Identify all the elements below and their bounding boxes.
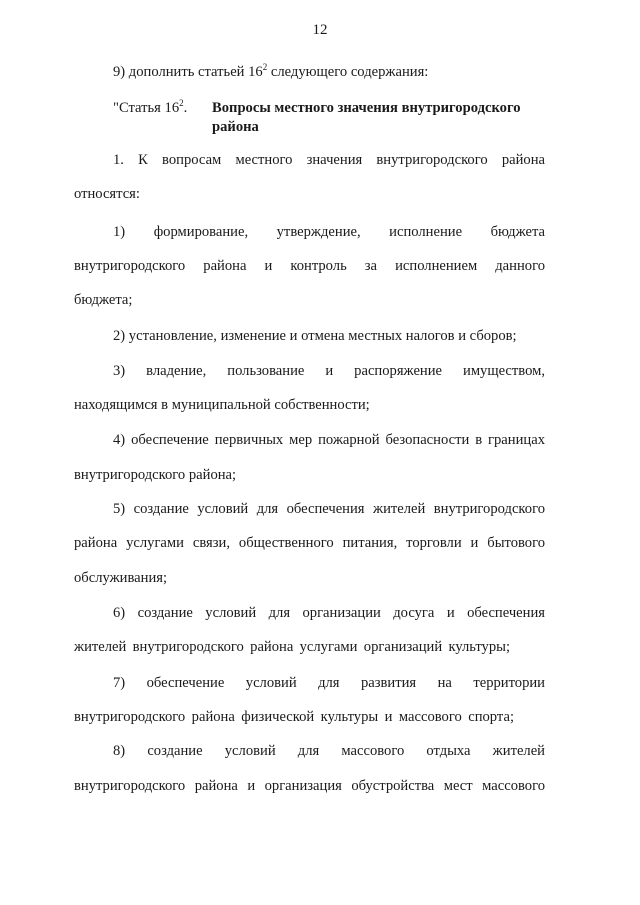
amendment-intro [113,64,428,81]
superscript: 2 [262,62,268,72]
paragraph-line: 1) формирование, утверждение, исполнение бюджета [113,224,545,240]
paragraph-line: 4) обеспечение первичных мер пожарной безопасности в границах [113,432,545,448]
article-label-dot: . [183,100,188,116]
article-label [113,100,187,117]
amendment-intro-text-end: следующего содержания: [267,64,429,80]
paragraph-line: 7) обеспечение условий для развития на территории [113,675,545,691]
superscript: 2 [179,98,184,108]
paragraph-line: 5) создание условий для обеспечения жителей внутригородского [113,501,545,517]
article-title-line-2: района [212,119,259,135]
page-number: 12 [312,22,328,38]
paragraph-line: внутригородского района и контроль за исполнением данного [74,258,545,274]
article-label-text: "Статья 16 [113,100,180,116]
paragraph-line: жителей внутригородского района услугами организаций культуры; [74,639,510,655]
paragraph-line: обслуживания; [74,570,168,586]
paragraph-line: бюджета; [74,292,133,308]
paragraph-line: 6) создание условий для организации досуга и обеспечения [113,605,545,621]
paragraph-line: внутригородского района; [74,467,237,483]
paragraph-line: 1. К вопросам местного значения внутригородского района [113,152,545,168]
paragraph-line: 3) владение, пользование и распоряжение имуществом, [113,363,545,379]
paragraph-line: находящимся в муниципальной собственности; [74,397,370,413]
paragraph-line: относятся: [74,186,140,202]
paragraph-line: внутригородского района и организация обустройства мест массового [74,778,545,794]
paragraph-line: внутригородского района физической культуры и массового спорта; [74,709,514,725]
paragraph-line: района услугами связи, общественного питания, торговли и бытового [74,535,545,551]
paragraph-line: 8) создание условий для массового отдыха жителей [113,743,545,759]
amendment-intro-text: 9) дополнить статьей 16 [113,64,263,80]
article-title-line-1: Вопросы местного значения внутригородского [212,100,521,116]
paragraph-line: 2) установление, изменение и отмена местных налогов и сборов; [113,328,517,344]
